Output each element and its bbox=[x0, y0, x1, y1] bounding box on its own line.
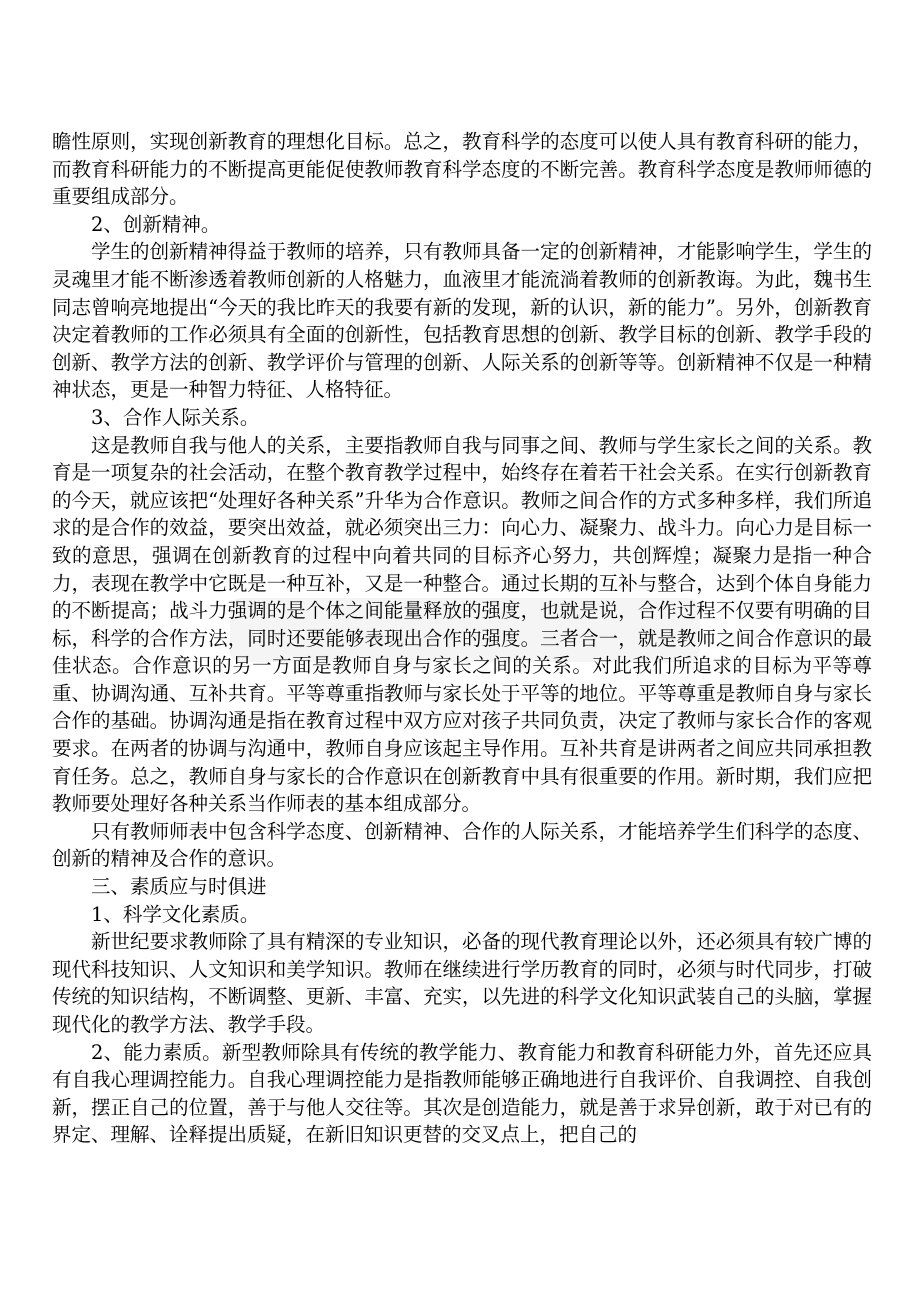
heading-scientific-culture: 1、科学文化素质。 bbox=[91, 902, 260, 926]
heading-cooperative-relations: 3、合作人际关系。 bbox=[91, 405, 260, 429]
heading-innovation-spirit: 2、创新精神。 bbox=[91, 212, 221, 236]
paragraph-innovation-spirit: 学生的创新精神得益于教师的培养，只有教师具备一定的创新精神，才能影响学生，学生的灵魂里才能不断渗透着教师创新的人格魅力，血液里才能流淌着教师的创新教诲。为此，魏书生同志曾响亮地提出“今天的我比昨天的我要有新的发现，新的认识，新的能力”。另外，创新教育决定着教师的工作必须具有全面的创新性，包括教育思想的创新、教学目标的创新、教学手段的创新、教学方法的创新、教学评价与管理的创新、人际关系的创新等等。创新精神不仅是一种精神状态，更是一种智力特征、人格特征。 bbox=[52, 240, 872, 402]
heading-section-three: 三、素质应与时俱进 bbox=[91, 875, 267, 899]
paragraph-cooperative-relations: 这是教师自我与他人的关系，主要指教师自我与同事之间、教师与学生家长之间的关系。教育是一项复杂的社会活动，在整个教育教学过程中，始终存在着若干社会关系。在实行创新教育的今天，就应该把“处理好各种关系”升华为合作意识。教师之间合作的方式多种多样，我们所追求的是合作的效益，要突出效益，就必须突出三力：向心力、凝聚力、战斗力。向心力是目标一致的意思，强调在创新教育的过程中向着共同的目标齐心努力，共创辉煌；凝聚力是指一种合力，表现在教学中它既是一种互补，又是一种整合。通过长期的互补与整合，达到个体自身能力的不断提高；战斗力强调的是个体之间能量释放的强度，也就是说，合作过程不仅要有明确的目标，科学的合作方法，同时还要能够表现出合作的强度。三者合一，就是教师之间合作意识的最佳状态。合作意识的另一方面是教师自身与家长之间的关系。对此我们所追求的目标为平等尊重、协调沟通、互补共育。平等尊重指教师与家长处于平等的地位。平等尊重是教师自身与家长合作的基础。协调沟通是指在教育过程中双方应对孩子共同负责，决定了教师与家长合作的客观要求。在两者的协调与沟通中，教师自身应该起主导作用。互补共育是讲两者之间应共同承担教育任务。总之，教师自身与家长的合作意识在创新教育中具有很重要的作用。新时期，我们应把教师要处理好各种关系当作师表的基本组成部分。 bbox=[52, 433, 872, 816]
paragraph-ability-quality: 2、能力素质。新型教师除具有传统的教学能力、教育能力和教育科研能力外，首先还应具有自我心理调控能力。自我心理调控能力是指教师能够正确地进行自我评价、自我调控、自我创新，摆正自己的位置，善于与他人交往等。其次是创造能力，就是善于求异创新，敢于对已有的界定、理解、诠释提出质疑，在新旧知识更替的交叉点上，把自己的 bbox=[52, 1040, 872, 1147]
paragraph-summary: 只有教师师表中包含科学态度、创新精神、合作的人际关系，才能培养学生们科学的态度、创新的精神及合作的意识。 bbox=[52, 819, 872, 871]
paragraph-scientific-culture: 新世纪要求教师除了具有精深的专业知识，必备的现代教育理论以外，还必须具有较广博的现代科技知识、人文知识和美学知识。教师在继续进行学历教育的同时，必须与时代同步，打破传统的知识结构，不断调整、更新、丰富、充实，以先进的科学文化知识武装自己的头脑，掌握现代化的教学方法、教学手段。 bbox=[52, 930, 872, 1036]
paragraph-continued: 瞻性原则，实现创新教育的理想化目标。总之，教育科学的态度可以使人具有教育科研的能力，而教育科研能力的不断提高更能促使教师教育科学态度的不断完善。教育科学态度是教师师德的重要组成部分。 bbox=[52, 130, 872, 209]
document-body bbox=[52, 128, 872, 1149]
